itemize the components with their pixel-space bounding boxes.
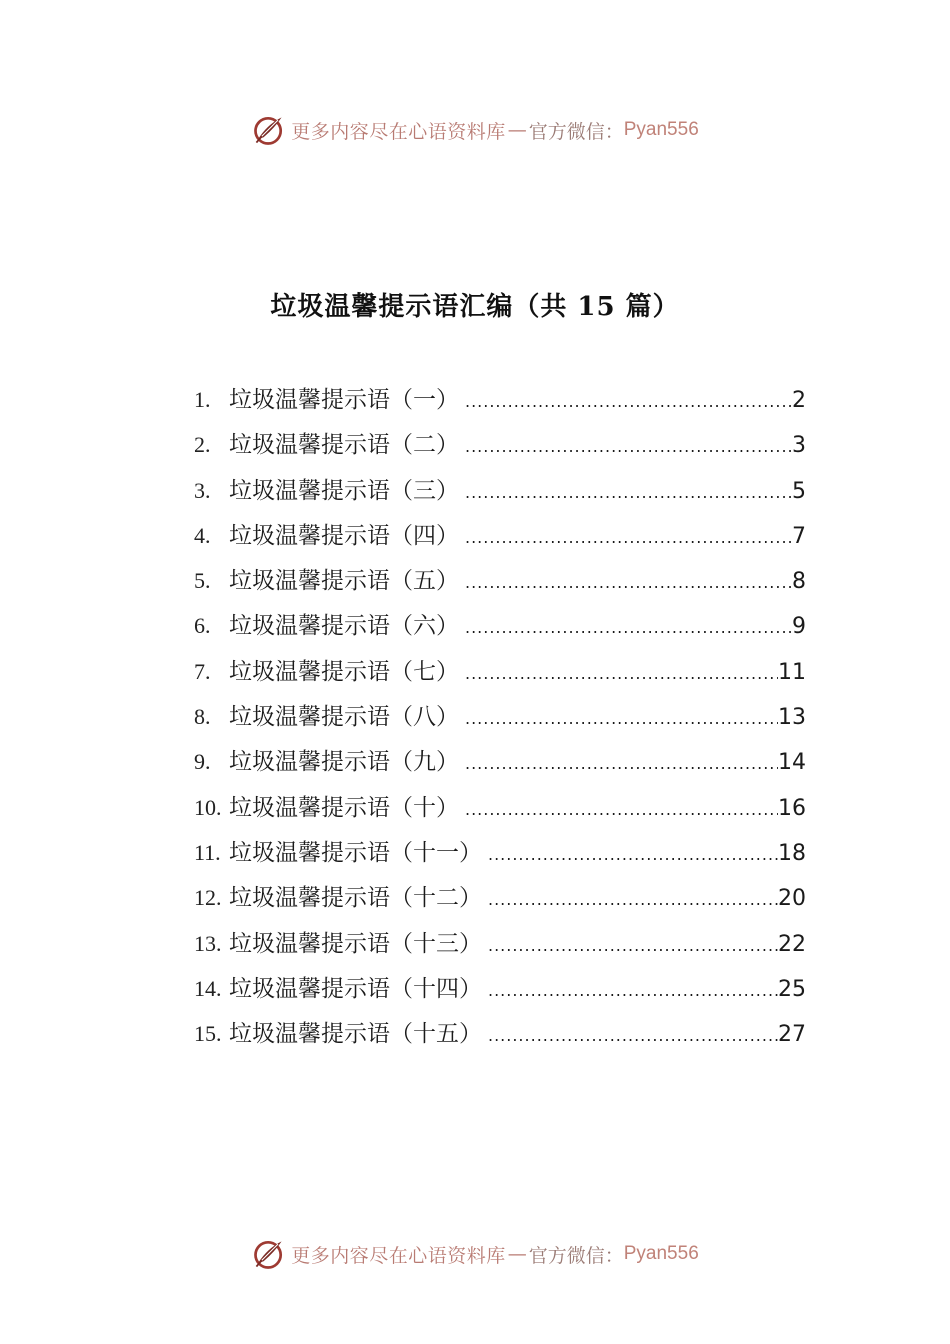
banner-wechat-id: Pyan556 [623, 119, 699, 140]
toc-row[interactable] [194, 966, 806, 1011]
toc-number: 2. [194, 432, 211, 458]
toc-label: 垃圾温馨提示语（六） [229, 613, 459, 640]
footer-banner [0, 1234, 950, 1274]
toc-dot-leader [465, 741, 778, 786]
toc-dot-leader [488, 877, 778, 922]
banner-wechat-label: 官方微信： [528, 120, 624, 143]
toc-page-number: 14 [778, 750, 806, 776]
banner-wechat-id: Pyan556 [623, 1243, 699, 1264]
toc-number: 3. [194, 477, 211, 503]
toc-dot-leader [465, 696, 778, 741]
banner-wechat-label: 官方微信： [528, 1244, 624, 1267]
toc-dot-leader [465, 605, 792, 650]
toc-label: 垃圾温馨提示语（十） [229, 794, 459, 821]
toc-page-number: 27 [778, 1022, 806, 1048]
table-of-contents [194, 377, 806, 1056]
toc-dot-leader [465, 470, 792, 515]
toc-dot-leader [488, 1013, 778, 1058]
toc-label: 垃圾温馨提示语（七） [229, 658, 459, 685]
banner-separator: — [507, 119, 527, 141]
toc-number: 10. [194, 794, 222, 820]
toc-dot-leader [465, 379, 792, 424]
toc-label: 垃圾温馨提示语（十四） [229, 975, 482, 1002]
toc-row[interactable] [194, 875, 806, 920]
toc-dot-leader [488, 968, 778, 1013]
toc-label: 垃圾温馨提示语（十一） [229, 839, 482, 866]
banner-separator: — [507, 1243, 527, 1265]
toc-number: 14. [194, 975, 222, 1001]
toc-label: 垃圾温馨提示语（八） [229, 704, 459, 731]
quill-logo-icon [251, 112, 287, 148]
toc-page-number: 2 [792, 388, 806, 413]
toc-label: 垃圾温馨提示语（九） [229, 749, 459, 776]
toc-page-number: 5 [792, 478, 806, 504]
toc-number: 15. [194, 1021, 222, 1047]
document-title: 垃圾温馨提示语汇编（共 15 篇） [270, 292, 680, 322]
toc-row[interactable] [194, 921, 806, 966]
toc-number: 1. [194, 387, 211, 412]
toc-label: 垃圾温馨提示语（十二） [229, 885, 482, 912]
toc-dot-leader [465, 424, 792, 469]
toc-dot-leader [465, 560, 792, 605]
toc-page-number: 3 [792, 433, 806, 459]
toc-page-number: 20 [778, 886, 806, 912]
toc-dot-leader [488, 832, 778, 877]
toc-page-number: 13 [778, 705, 806, 731]
toc-label: 垃圾温馨提示语（四） [229, 522, 459, 549]
banner-link[interactable] [251, 1236, 699, 1272]
toc-row[interactable] [194, 830, 806, 875]
toc-row[interactable] [194, 1011, 806, 1056]
toc-row[interactable] [194, 513, 806, 558]
toc-dot-leader [488, 923, 778, 968]
toc-number: 5. [194, 568, 211, 594]
toc-page-number: 16 [778, 795, 806, 821]
toc-label: 垃圾温馨提示语（十三） [229, 930, 482, 957]
toc-row[interactable] [194, 558, 806, 603]
toc-row[interactable] [194, 739, 806, 784]
toc-row[interactable] [194, 377, 806, 422]
toc-page-number: 22 [778, 931, 806, 957]
toc-page-number: 9 [792, 614, 806, 640]
toc-page-number: 7 [792, 523, 806, 549]
toc-page-number: 8 [792, 569, 806, 595]
quill-logo-icon [251, 1236, 287, 1272]
toc-dot-leader [465, 515, 792, 560]
toc-number: 7. [194, 658, 211, 684]
toc-number: 12. [194, 885, 222, 911]
toc-row[interactable] [194, 603, 806, 648]
toc-page-number: 11 [778, 659, 806, 685]
banner-text: 更多内容尽在心语资料库 [291, 1244, 506, 1267]
banner-text: 更多内容尽在心语资料库 [291, 120, 506, 143]
toc-row[interactable] [194, 785, 806, 830]
header-banner [0, 110, 950, 150]
toc-label: 垃圾温馨提示语（一） [229, 387, 459, 413]
toc-number: 9. [194, 749, 211, 775]
toc-page-number: 18 [778, 840, 806, 866]
toc-label: 垃圾温馨提示语（二） [229, 432, 459, 459]
toc-page-number: 25 [778, 976, 806, 1002]
banner-link[interactable] [251, 112, 699, 148]
toc-label: 垃圾温馨提示语（十五） [229, 1021, 482, 1048]
toc-label: 垃圾温馨提示语（三） [229, 477, 459, 504]
toc-row[interactable] [194, 468, 806, 513]
toc-row[interactable] [194, 422, 806, 467]
toc-label: 垃圾温馨提示语（五） [229, 568, 459, 595]
toc-dot-leader [465, 787, 778, 832]
toc-number: 11. [194, 839, 221, 865]
toc-dot-leader [465, 651, 778, 696]
toc-number: 8. [194, 704, 211, 730]
toc-number: 13. [194, 930, 222, 956]
toc-number: 6. [194, 613, 211, 639]
toc-number: 4. [194, 522, 211, 548]
toc-row[interactable] [194, 649, 806, 694]
toc-row[interactable] [194, 694, 806, 739]
